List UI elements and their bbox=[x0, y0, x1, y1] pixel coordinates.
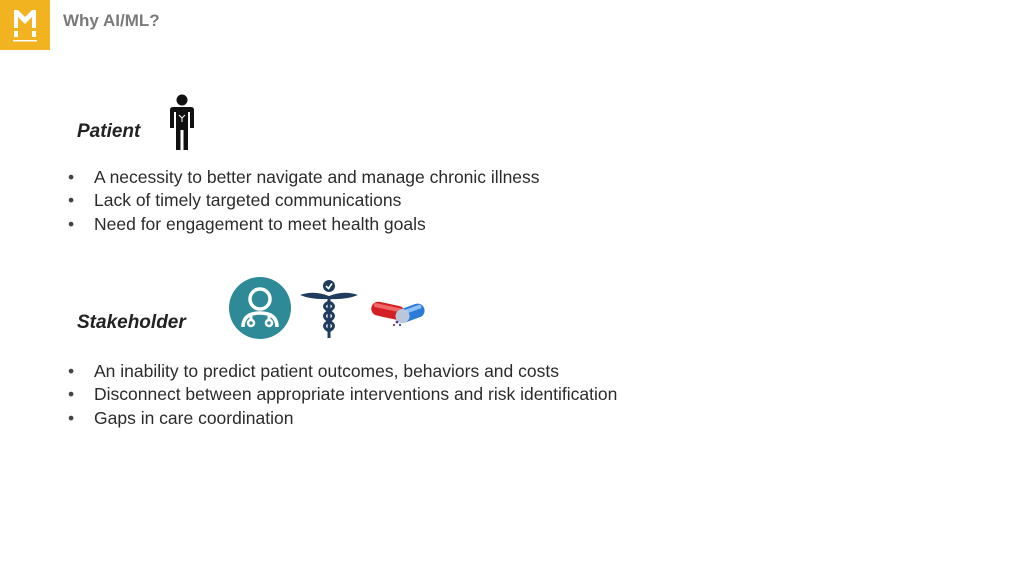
patient-heading: Patient bbox=[77, 121, 141, 142]
caduceus-icon bbox=[298, 278, 360, 340]
company-logo bbox=[0, 0, 50, 50]
pills-icon bbox=[369, 295, 429, 331]
logo-mark-icon bbox=[0, 0, 50, 50]
list-item: • An inability to predict patient outcomes, behaviors and costs bbox=[68, 360, 617, 383]
person-icon bbox=[168, 94, 196, 152]
list-item: • A necessity to better navigate and manage chronic illness bbox=[68, 166, 540, 189]
list-item: • Lack of timely targeted communications bbox=[68, 189, 540, 212]
doctor-icon bbox=[229, 277, 291, 339]
list-item: • Need for engagement to meet health goals bbox=[68, 213, 540, 236]
list-item: • Gaps in care coordination bbox=[68, 407, 617, 430]
patient-bullet-list bbox=[68, 166, 540, 236]
stakeholder-heading: Stakeholder bbox=[77, 312, 186, 333]
list-item: • Disconnect between appropriate interventions and risk identification bbox=[68, 383, 617, 406]
slide-title: Why AI/ML? bbox=[63, 11, 160, 30]
stakeholder-bullet-list bbox=[68, 360, 617, 430]
